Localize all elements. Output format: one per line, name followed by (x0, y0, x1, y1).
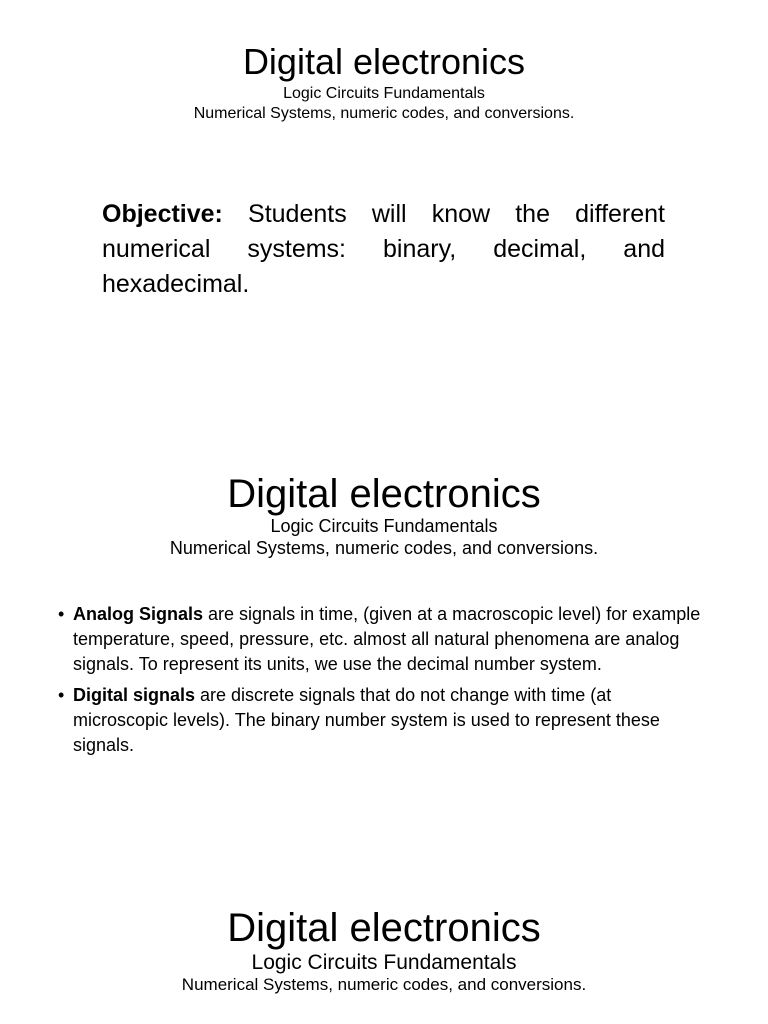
slide-1-topic: Numerical Systems, numeric codes, and conversions. (193, 104, 575, 122)
bullet-marker: • (58, 604, 65, 624)
slide-1-subtitle: Logic Circuits Fundamentals (283, 84, 485, 102)
bullet-text: are signals in time, (given at a macroscopic level) for example temperature, speed, pressure, etc. almost all natural phenomena are analog signals. To represent its units, we use the decimal number system. (73, 604, 701, 674)
bullet-term: Digital signals (73, 685, 196, 705)
slide-2-title: Digital electronics (227, 472, 541, 516)
slide-3-subtitle: Logic Circuits Fundamentals (251, 951, 517, 974)
slide-1 (0, 41, 768, 298)
bullet-analog-signals (58, 602, 708, 677)
objective-paragraph (102, 197, 665, 302)
slide-3-title: Digital electronics (227, 906, 541, 950)
slide-2 (0, 472, 768, 755)
bullet-list (58, 602, 708, 764)
bullet-term: Analog Signals (73, 604, 204, 624)
slide-3-header (0, 906, 768, 996)
slide-3 (0, 906, 768, 996)
slide-3-topic: Numerical Systems, numeric codes, and conversions. (181, 975, 587, 995)
bullet-text: are discrete signals that do not change with time (at microscopic levels). The binary number system is used to represent these signals. (73, 685, 660, 755)
objective-label: Objective: (102, 200, 223, 228)
bullet-marker: • (58, 685, 65, 705)
slide-2-topic: Numerical Systems, numeric codes, and conversions. (169, 537, 599, 558)
slide-1-title: Digital electronics (242, 41, 526, 82)
slide-2-header (0, 472, 768, 559)
bullet-digital-signals (58, 683, 708, 758)
slide-1-header (0, 42, 768, 123)
objective-text: Students will know the different numerical systems: binary, decimal, and hexadecimal. (102, 200, 665, 298)
slide-2-subtitle: Logic Circuits Fundamentals (270, 516, 498, 536)
